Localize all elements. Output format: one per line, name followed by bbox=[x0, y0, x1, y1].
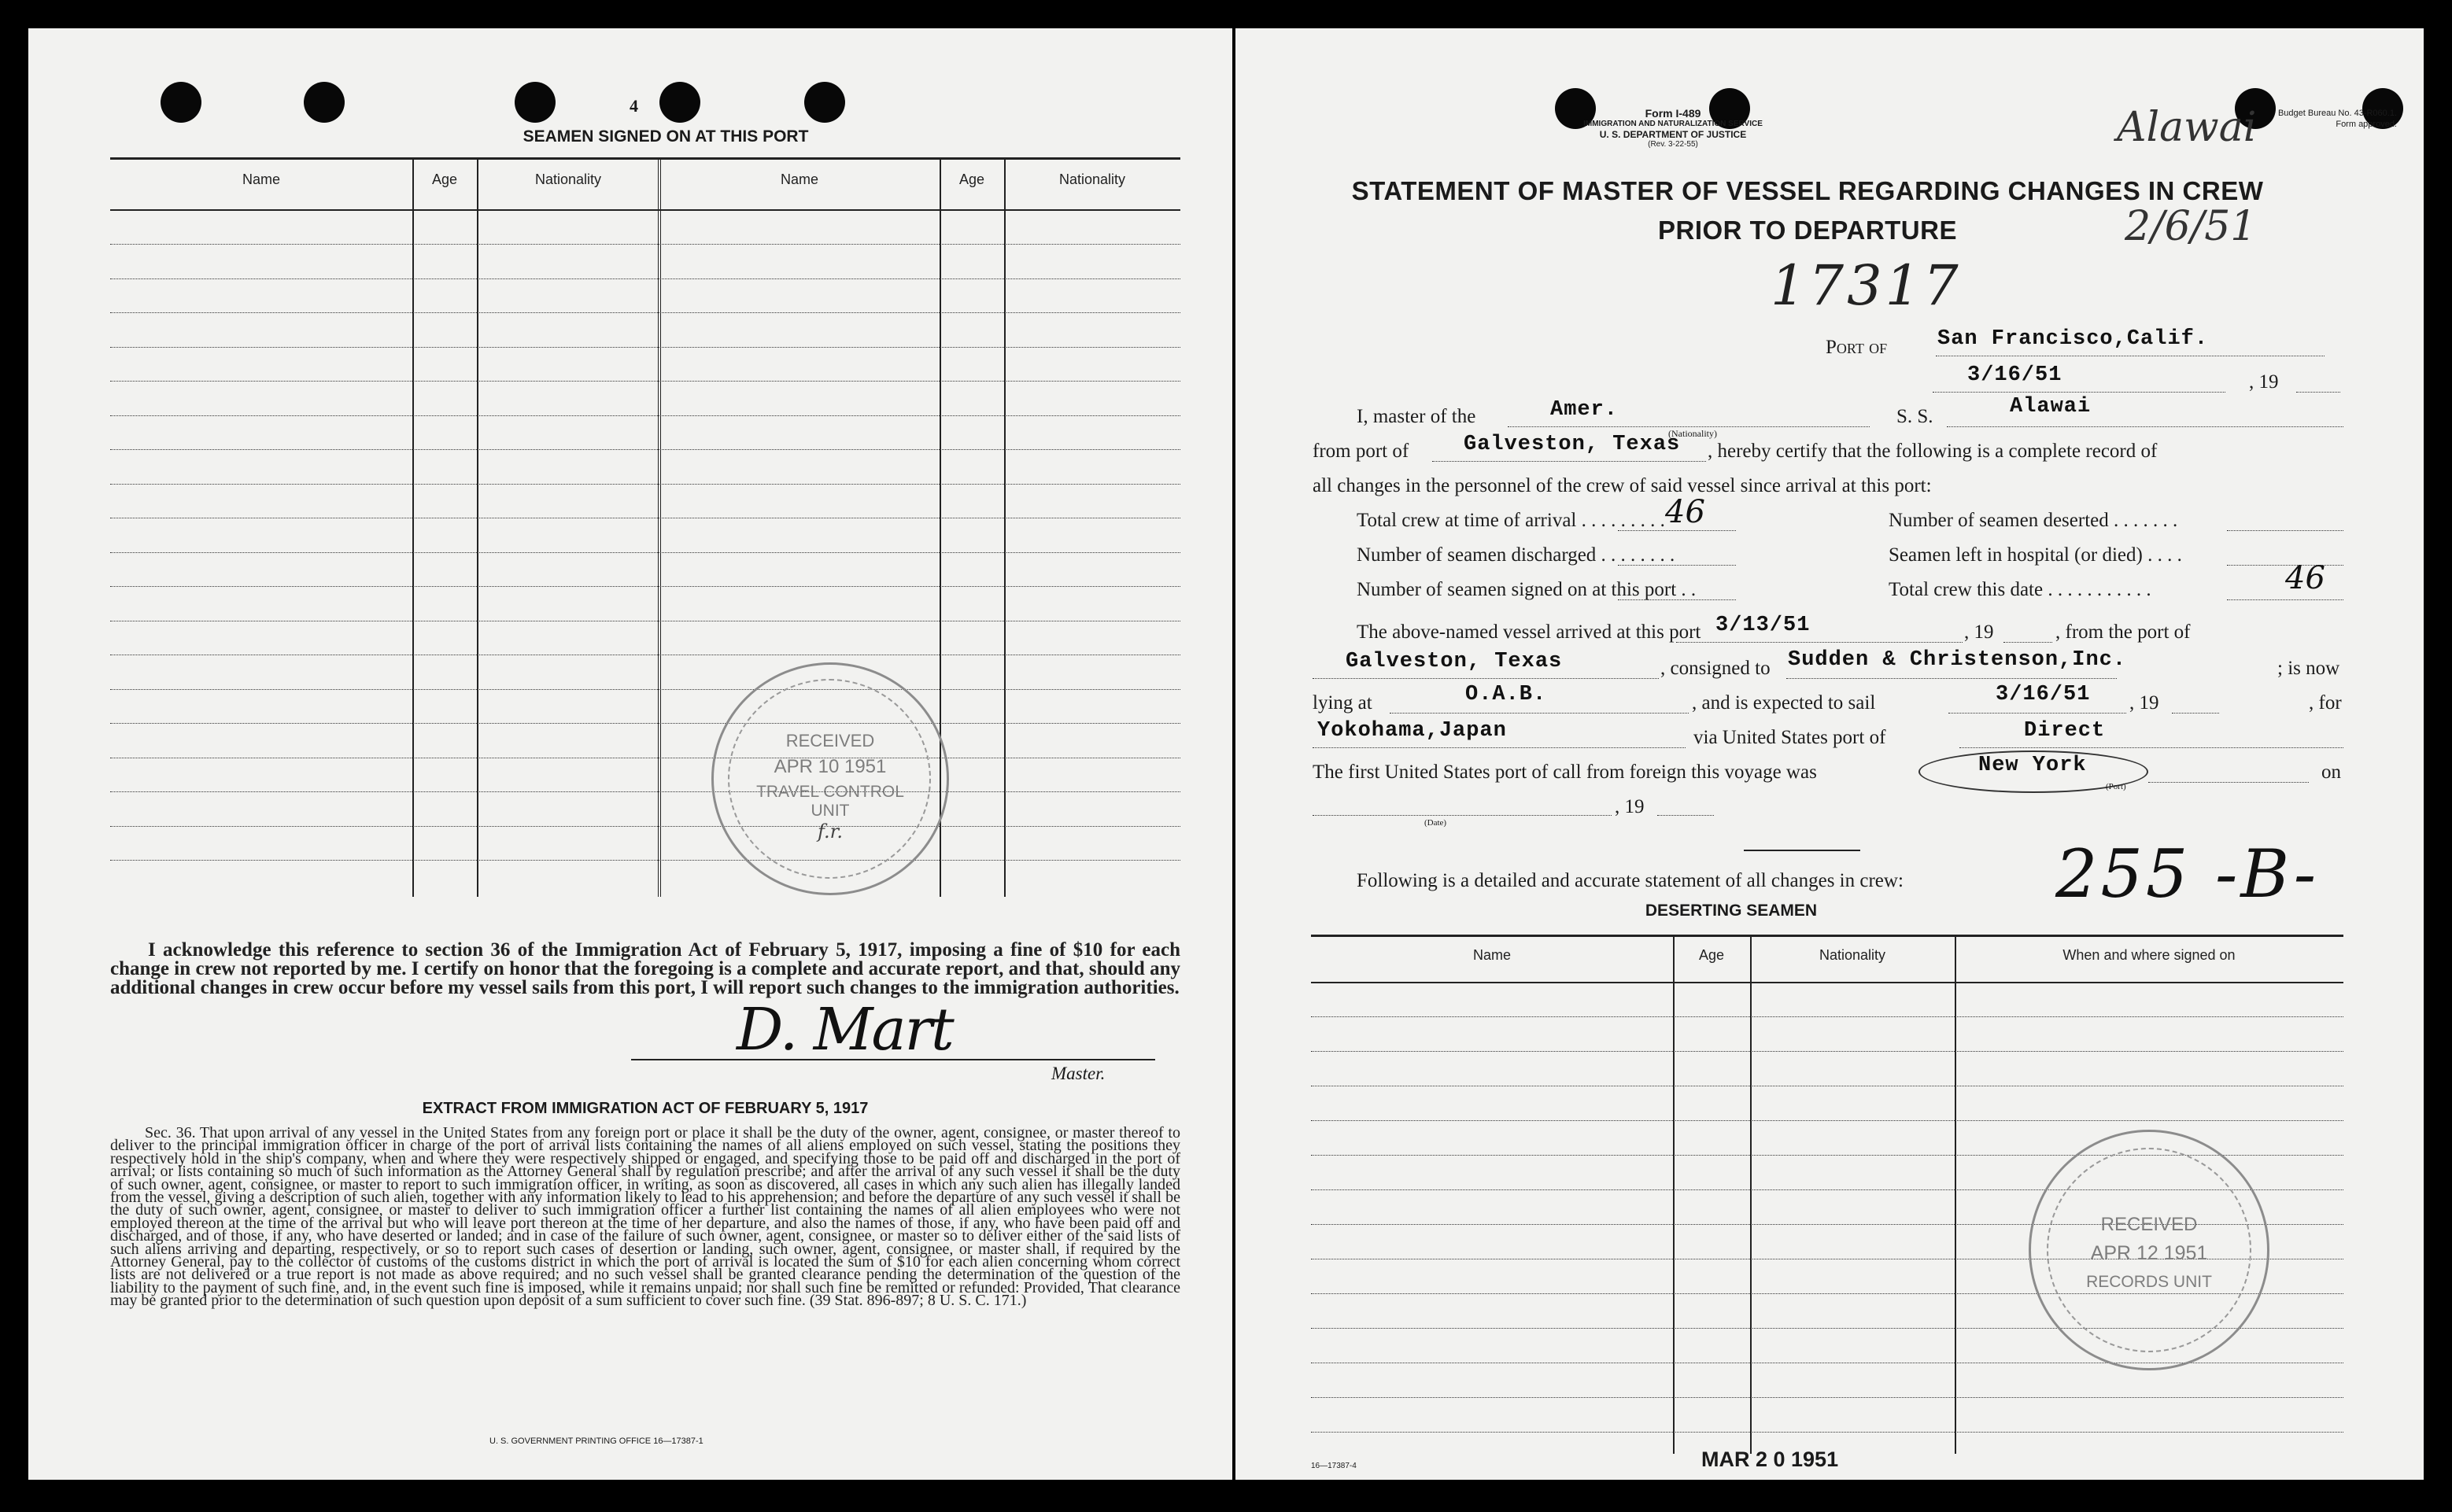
first-port-label: The first United States port of call from foreign this voyage was bbox=[1313, 762, 1817, 783]
destination-value: Yokohama,Japan bbox=[1317, 719, 1507, 743]
signed-on-table bbox=[110, 157, 1180, 928]
stamp-date: APR 12 1951 bbox=[2090, 1242, 2208, 1264]
left-page bbox=[28, 28, 1232, 1480]
stamp-date: APR 10 1951 bbox=[774, 756, 887, 777]
agency-line2: U. S. DEPARTMENT OF JUSTICE bbox=[1599, 129, 1747, 140]
arrived-date-value: 3/13/51 bbox=[1715, 614, 1811, 637]
all-changes-text: all changes in the personnel of the crew of said vessel since arrival at this port: bbox=[1313, 475, 1932, 496]
hospital-label: Seamen left in hospital (or died) . . . . bbox=[1889, 544, 2182, 566]
acknowledgement-text: I acknowledge this reference to section 36 of the Immigration Act of February 5, 1917, imposing a fine of $10 for each change in crew not reported by me. I certify on honor that the foregoing is a complete and accurate report, and that, should any additional changes in crew occur before my vessel sails from this port, I will report such changes to the immigration authorities. bbox=[110, 939, 1180, 998]
form-code: 16—17387-4 bbox=[1311, 1462, 1357, 1470]
expected-label: , and is expected to sail bbox=[1692, 692, 1876, 714]
master-signature: D. Mart bbox=[737, 996, 953, 1064]
col-header-age: Age bbox=[431, 171, 458, 187]
master-label: Master. bbox=[1051, 1064, 1106, 1083]
signature-line bbox=[631, 1059, 1155, 1060]
table-row bbox=[110, 278, 1180, 279]
received-stamp bbox=[711, 662, 949, 895]
total-crew-arrival-value: 46 bbox=[1665, 494, 1705, 530]
deserted-label: Number of seamen deserted . . . . . . . bbox=[1889, 510, 2178, 531]
lying-label: lying at bbox=[1313, 692, 1372, 714]
punch-hole bbox=[304, 82, 345, 123]
col-header-signed-on: When and where signed on bbox=[2062, 947, 2236, 963]
handwritten-date: 2/6/51 bbox=[2125, 203, 2257, 250]
discharged-label: Number of seamen discharged . . . . . . . . bbox=[1357, 544, 1675, 566]
table-row bbox=[1311, 1397, 2343, 1398]
via-label: via United States port of bbox=[1693, 727, 1886, 748]
arrived-from-value: Galveston, Texas bbox=[1346, 650, 1563, 673]
sail-19: , 19 bbox=[2129, 692, 2159, 714]
form-id: Form I-489 bbox=[1645, 107, 1701, 120]
form-title-line1: STATEMENT OF MASTER OF VESSEL REGARDING CHANGES IN CREW bbox=[1351, 176, 2264, 205]
total-crew-date-value: 46 bbox=[2285, 560, 2325, 596]
table-row bbox=[1311, 1432, 2343, 1433]
for-label: , for bbox=[2309, 692, 2342, 714]
signed-on-table-title: SEAMEN SIGNED ON AT THIS PORT bbox=[523, 127, 809, 146]
budget-bureau: Budget Bureau No. 43-R060.1. bbox=[2277, 109, 2397, 118]
nationality-value: Amer. bbox=[1550, 398, 1619, 422]
ss-value: Alawai bbox=[2010, 395, 2092, 419]
printing-office: U. S. GOVERNMENT PRINTING OFFICE 16—17387-1 bbox=[489, 1436, 703, 1446]
col-header-age: Age bbox=[1698, 947, 1725, 963]
stamp-unit: UNIT bbox=[811, 802, 850, 820]
table-row bbox=[110, 449, 1180, 450]
ss-label: S. S. bbox=[1896, 406, 1933, 427]
col-header-nationality: Nationality bbox=[534, 171, 602, 187]
certify-text: , hereby certify that the following is a complete record of bbox=[1708, 441, 2158, 462]
col-header-name: Name bbox=[1472, 947, 1511, 963]
table-row bbox=[1311, 1051, 2343, 1052]
total-crew-date-label: Total crew this date . . . . . . . . . . . bbox=[1889, 579, 2151, 600]
mar-date-stamp: MAR 2 0 1951 bbox=[1701, 1447, 1839, 1471]
form-revision: (Rev. 3-22-55) bbox=[1648, 140, 1698, 149]
from-port-value: Galveston, Texas bbox=[1464, 433, 1681, 456]
col-header-age: Age bbox=[958, 171, 985, 187]
table-row bbox=[110, 244, 1180, 245]
table-row bbox=[110, 347, 1180, 348]
table-row bbox=[110, 552, 1180, 553]
date-19: , 19 bbox=[1615, 796, 1645, 817]
nationality-caption: (Nationality) bbox=[1668, 428, 1717, 439]
arrived-label: The above-named vessel arrived at this port bbox=[1357, 621, 1701, 643]
table-row bbox=[110, 586, 1180, 587]
punch-hole bbox=[659, 82, 700, 123]
consigned-value: Sudden & Christenson,Inc. bbox=[1788, 648, 2127, 672]
via-value: Direct bbox=[2024, 719, 2106, 743]
port-of-label: Port of bbox=[1826, 337, 1888, 358]
extract-title: EXTRACT FROM IMMIGRATION ACT OF FEBRUARY 5, 1917 bbox=[422, 1100, 869, 1117]
deserting-title: DESERTING SEAMEN bbox=[1645, 902, 1818, 920]
col-header-name: Name bbox=[780, 171, 818, 187]
arrived-19: , 19 bbox=[1964, 621, 1994, 643]
punch-hole bbox=[515, 82, 556, 123]
handwritten-vessel-name: Alawai bbox=[2117, 104, 2257, 151]
master-of-label: I, master of the bbox=[1357, 406, 1476, 427]
first-port-value: New York bbox=[1978, 754, 2087, 777]
from-the-port-of-label: , from the port of bbox=[2055, 621, 2191, 643]
handwritten-file-number: 17317 bbox=[1771, 253, 1962, 318]
stamp-received: RECEIVED bbox=[785, 731, 875, 750]
date-caption: (Date) bbox=[1424, 818, 1447, 828]
table-row bbox=[110, 723, 1180, 724]
on-label: on bbox=[2321, 762, 2341, 783]
stamp-unit-name: RECORDS UNIT bbox=[2086, 1273, 2212, 1291]
page-number: 4 bbox=[630, 96, 638, 116]
stamp-unit-name: TRAVEL CONTROL bbox=[756, 783, 904, 801]
form-approved: Form approved. bbox=[2336, 120, 2397, 129]
separator-line bbox=[1744, 850, 1860, 851]
from-port-label: from port of bbox=[1313, 441, 1409, 462]
table-row bbox=[110, 381, 1180, 382]
sail-date-value: 3/16/51 bbox=[1996, 683, 2091, 706]
col-header-nationality: Nationality bbox=[1058, 171, 1126, 187]
table-row bbox=[1311, 1120, 2343, 1121]
col-header-name: Name bbox=[242, 171, 280, 187]
form-date-19: , 19 bbox=[2249, 371, 2279, 393]
form-title-line2: PRIOR TO DEPARTURE bbox=[1658, 216, 1957, 245]
table-row bbox=[110, 689, 1180, 690]
now-label: ; is now bbox=[2277, 658, 2340, 679]
table-row bbox=[110, 860, 1180, 861]
total-crew-arrival-label: Total crew at time of arrival . . . . . . . . . bbox=[1357, 510, 1665, 531]
received-stamp bbox=[2029, 1130, 2269, 1370]
signed-on-label: Number of seamen signed on at this port . . bbox=[1357, 579, 1697, 600]
stamp-initials: f.r. bbox=[817, 821, 844, 843]
table-row bbox=[110, 826, 1180, 827]
table-row bbox=[110, 312, 1180, 313]
port-of-value: San Francisco,Calif. bbox=[1937, 327, 2209, 351]
following-label: Following is a detailed and accurate statement of all changes in crew: bbox=[1357, 870, 1904, 891]
consigned-label: , consigned to bbox=[1660, 658, 1771, 679]
col-header-nationality: Nationality bbox=[1819, 947, 1886, 963]
handwritten-file-code: 255 -B- bbox=[2055, 835, 2320, 913]
agency-line1: IMMIGRATION AND NATURALIZATION SERVICE bbox=[1583, 120, 1763, 128]
punch-hole bbox=[161, 82, 201, 123]
lying-value: O.A.B. bbox=[1465, 683, 1547, 706]
table-row bbox=[110, 484, 1180, 485]
right-page bbox=[1235, 28, 2424, 1480]
table-row bbox=[1311, 1016, 2343, 1017]
stamp-received: RECEIVED bbox=[2100, 1214, 2198, 1235]
extract-text: Sec. 36. That upon arrival of any vessel in the United States from any foreign port or place it shall be the duty of the owner, agent, consignee, or master thereof to deliver to the principal immigration officer in charge of the port of arrival lists containing the names of all aliens employed on such vessel, stating the positions they respectively hold in the ship's company, when and where they were respectively shipped or engaged, and specifying those to be paid off and discharged in the port of arrival; or lists containing so much of such information as the Attorney General shall by regulation prescribe; and after the arrival of any such vessel it shall be the duty of such owner, agent, consignee, or master to report to such immigration officer, in writing, as soon as discovered, all cases in which any such alien has illegally landed from the vessel, giving a description of such alien, together with any information likely to lead to his apprehension; and before the departure of any such vessel it shall be the duty of such owner, agent, consignee, or master to deliver to such immigration officer a further list containing the names of all alien employees who were not employed thereon at the time of the arrival but who will leave port thereon at the time of her departure, and also the names of those, if any, who have been paid off and discharged, and of those, if any, who have deserted or landed; and in case of the failure of such owner, agent, consignee, or master so to deliver either of the said lists of such aliens arriving and departing, respectively, or so to report such cases of desertion or landing, such owner, agent, consignee, or master shall, if required by the Attorney General, pay to the collector of customs of the customs district in which the port of arrival is located the sum of $10 for each alien concerning whom correct lists are not delivered or a true report is not made as above required; and no such vessel shall be granted clearance pending the determination of the question of the liability to the payment of such fine, and, in the event such fine is imposed, while it remains unpaid; nor shall such fine be remitted or refunded: Provided, That clearance may be granted prior to the determination of such question upon deposit of a sum sufficient to cover such fine. (39 Stat. 896-897; 8 U. S. C. 171.) bbox=[110, 1124, 1180, 1310]
table-row bbox=[110, 791, 1180, 792]
table-row bbox=[110, 415, 1180, 416]
punch-hole bbox=[804, 82, 845, 123]
form-date-value: 3/16/51 bbox=[1967, 363, 2062, 387]
port-caption: (Port) bbox=[2106, 782, 2126, 791]
